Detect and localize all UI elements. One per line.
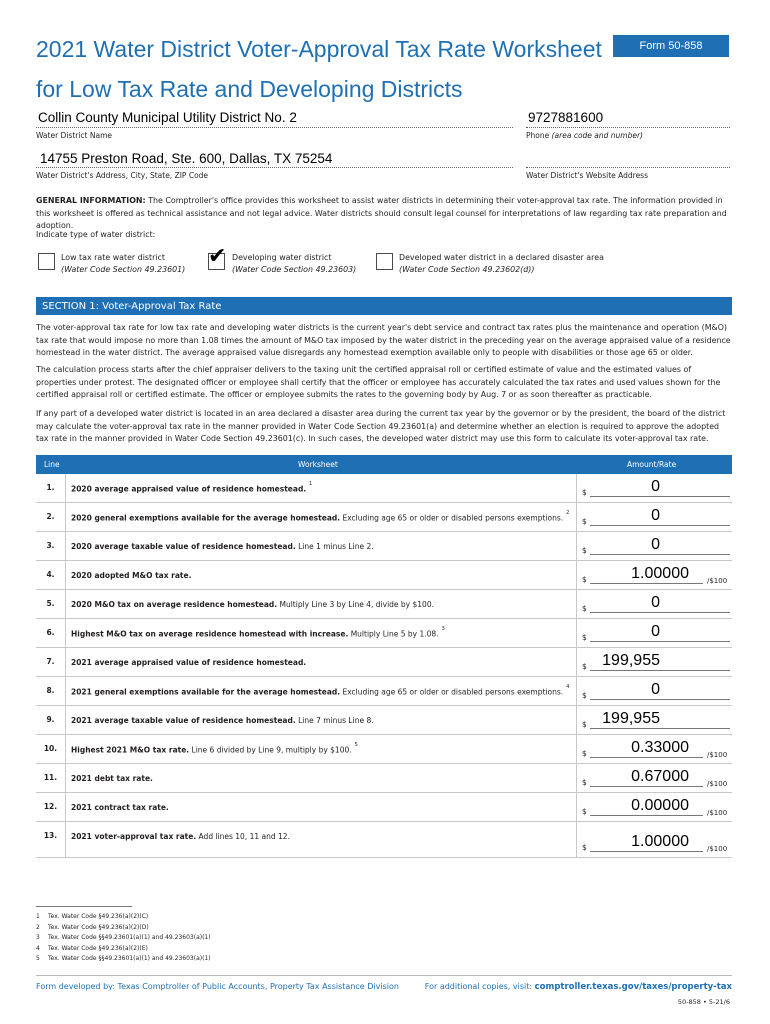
footnote-number: 1 bbox=[36, 913, 40, 920]
footnote-ref: 4 bbox=[566, 684, 570, 690]
line-description: 2021 debt tax rate. bbox=[71, 774, 153, 783]
table-header bbox=[36, 455, 732, 474]
checkmark-icon: ✔ bbox=[208, 244, 227, 269]
website-label: Water District's Website Address bbox=[526, 171, 648, 180]
line-description: Highest M&O tax on average residence homestead with increase. Multiply Line 5 by 1.08.$^3$ bbox=[71, 626, 445, 639]
developing-district-checkbox[interactable] bbox=[208, 244, 227, 270]
amount-value[interactable]: 1.00000 bbox=[631, 565, 689, 582]
dollar-sign: $ bbox=[582, 546, 587, 555]
amount-cell bbox=[576, 735, 732, 763]
line-number: 2. bbox=[36, 503, 66, 531]
dollar-sign: $ bbox=[582, 488, 587, 497]
table-row bbox=[36, 503, 732, 532]
amount-underline bbox=[590, 699, 730, 700]
table-row bbox=[36, 619, 732, 648]
footnotes bbox=[36, 912, 211, 965]
amount-underline bbox=[590, 612, 730, 613]
header-worksheet: Worksheet bbox=[298, 460, 338, 469]
amount-cell bbox=[576, 648, 732, 676]
footnote-item bbox=[36, 933, 211, 944]
rate-unit: /$100 bbox=[707, 577, 728, 585]
general-information: GENERAL INFORMATION: The Comptroller's office provides this worksheet to assist water districts in determining their voter-approval tax rate. The information provided in this worksheet is offered as technical assistance and not legal advice. Water districts should consult legal counsel for interpretations of law regarding tax rate preparation and adoption. bbox=[36, 196, 727, 231]
amount-value[interactable]: 199,955 bbox=[602, 652, 660, 669]
district-name-value[interactable]: Collin County Municipal Utility District No. 2 bbox=[38, 110, 297, 125]
rate-unit: /$100 bbox=[707, 780, 728, 788]
amount-underline bbox=[590, 583, 703, 584]
footer-divider bbox=[36, 975, 732, 976]
footnote-ref: 3 bbox=[441, 626, 445, 632]
line-number: 9. bbox=[36, 706, 66, 734]
dollar-sign: $ bbox=[582, 807, 587, 816]
footnote-number: 4 bbox=[36, 944, 40, 952]
line-description: 2020 average appraised value of residence homestead.$^1$ bbox=[71, 481, 313, 494]
amount-underline bbox=[590, 786, 703, 787]
amount-value[interactable]: 1.00000 bbox=[631, 833, 689, 850]
table-row bbox=[36, 822, 732, 858]
amount-value[interactable]: 0 bbox=[651, 478, 660, 495]
amount-underline bbox=[590, 815, 703, 816]
line-description: 2020 adopted M&O tax rate. bbox=[71, 571, 192, 580]
dollar-sign: $ bbox=[582, 778, 587, 787]
website-underline[interactable] bbox=[526, 167, 730, 168]
footnote-text: Tex. Water Code §49.236(a)(2)(E) bbox=[48, 944, 148, 952]
amount-cell bbox=[576, 822, 732, 857]
district-name-label: Water District Name bbox=[36, 131, 113, 140]
amount-value[interactable]: 0 bbox=[651, 594, 660, 611]
amount-cell bbox=[576, 677, 732, 705]
amount-value[interactable]: 0 bbox=[651, 536, 660, 553]
amount-underline bbox=[590, 728, 730, 729]
line-number: 1. bbox=[36, 474, 66, 502]
form-number-badge: Form 50-858 bbox=[613, 35, 729, 57]
line-description: 2020 general exemptions available for the average homestead. Excluding age 65 or older or disabled persons exemptions.$^2$ bbox=[71, 510, 570, 523]
form-title-line2: for Low Tax Rate and Developing Districts bbox=[36, 76, 463, 102]
line-description: 2021 contract tax rate. bbox=[71, 803, 169, 812]
line-description: Highest 2021 M&O tax rate. Line 6 divided by Line 9, multiply by $100.$^5$ bbox=[71, 742, 358, 755]
amount-cell bbox=[576, 706, 732, 734]
amount-value[interactable]: 199,955 bbox=[602, 710, 660, 727]
footnote-rule bbox=[36, 906, 132, 907]
dollar-sign: $ bbox=[582, 575, 587, 584]
amount-underline bbox=[590, 641, 730, 642]
amount-cell bbox=[576, 793, 732, 821]
amount-underline bbox=[590, 851, 703, 852]
footnote-item bbox=[36, 923, 211, 934]
form-code: 50-858 • 5-21/6 bbox=[677, 998, 730, 1006]
amount-value[interactable]: 0 bbox=[651, 623, 660, 640]
amount-cell bbox=[576, 474, 732, 502]
section-paragraph-1: The voter-approval tax rate for low tax rate and developing water districts is the current year's debt service and contract tax rates plus the maintenance and operation (M&O) tax rate that would impose no more than 1.08 times the amount of M&O tax imposed by the water district in the preceding year on the average appraised value of a residence homestead in the water district. The average appraised value disregards any homestead exemption available only to people with disabilities or those age 65 or older. bbox=[36, 323, 731, 358]
phone-label: Phone (area code and number) bbox=[526, 131, 643, 140]
footnote-text: Tex. Water Code §§49.23601(a)(1) and 49.23603(a)(1) bbox=[48, 955, 211, 962]
amount-value[interactable]: 0 bbox=[651, 507, 660, 524]
phone-underline bbox=[526, 127, 730, 128]
worksheet-table bbox=[36, 455, 732, 858]
amount-cell bbox=[576, 619, 732, 647]
amount-underline bbox=[590, 670, 730, 671]
address-label: Water District's Address, City, State, ZIP Code bbox=[36, 171, 209, 180]
dollar-sign: $ bbox=[582, 662, 587, 671]
line-number: 8. bbox=[36, 677, 66, 705]
amount-value[interactable]: 0.33000 bbox=[631, 739, 689, 756]
line-number: 11. bbox=[36, 764, 66, 792]
dollar-sign: $ bbox=[582, 720, 587, 729]
amount-value[interactable]: 0.67000 bbox=[631, 768, 689, 785]
amount-value[interactable]: 0.00000 bbox=[631, 797, 689, 814]
table-row bbox=[36, 590, 732, 619]
header-line: Line bbox=[44, 460, 60, 469]
line-number: 12. bbox=[36, 793, 66, 821]
section-paragraph-3: If any part of a developed water district is located in an area declared a disaster area during the current tax year by the governor or by the president, the board of the district may calculate the voter-approval tax rate in the manner provided in Water Code Section 49.23601(a) and determine whether an election is required to approve the adopted tax rate in the manner provided in Water Code Section 49.23601(c). In such cases, the developed water district may use this form to calculate its voter-approval tax rate. bbox=[36, 409, 726, 444]
line-description: 2021 average appraised value of residence homestead. bbox=[71, 658, 307, 667]
phone-value[interactable]: 9727881600 bbox=[528, 110, 604, 125]
comptroller-link[interactable]: comptroller.texas.gov/taxes/property-tax bbox=[534, 982, 732, 992]
developed-disaster-label: Developed water district in a declared disaster area (Water Code Section 49.23602(d)) bbox=[399, 253, 604, 274]
amount-underline bbox=[590, 554, 730, 555]
table-row bbox=[36, 648, 732, 677]
line-description: 2020 M&O tax on average residence homestead. Multiply Line 3 by Line 4, divide by $100. bbox=[71, 600, 434, 609]
amount-cell bbox=[576, 532, 732, 560]
address-value[interactable]: 14755 Preston Road, Ste. 600, Dallas, TX 75254 bbox=[40, 151, 333, 166]
low-tax-rate-label: Low tax rate water district (Water Code Section 49.23601) bbox=[61, 253, 186, 274]
footnote-text: Tex. Water Code §49.236(a)(2)(D) bbox=[48, 923, 149, 931]
amount-underline bbox=[590, 525, 730, 526]
table-row bbox=[36, 561, 732, 590]
footnote-number: 2 bbox=[36, 923, 40, 931]
amount-cell bbox=[576, 590, 732, 618]
footer-credit: Form developed by: Texas Comptroller of Public Accounts, Property Tax Assistance Division bbox=[36, 982, 399, 991]
footnote-item bbox=[36, 912, 211, 923]
footnote-ref: 1 bbox=[309, 481, 313, 487]
amount-cell bbox=[576, 561, 732, 589]
table-row bbox=[36, 677, 732, 706]
low-tax-rate-checkbox[interactable] bbox=[38, 253, 55, 270]
dollar-sign: $ bbox=[582, 633, 587, 642]
footnote-ref: 5 bbox=[354, 742, 358, 748]
indicate-type-label: Indicate type of water district: bbox=[36, 230, 156, 239]
amount-cell bbox=[576, 764, 732, 792]
line-number: 10. bbox=[36, 735, 66, 763]
amount-underline bbox=[590, 496, 730, 497]
footnote-item bbox=[36, 954, 211, 965]
footnote-number: 3 bbox=[36, 934, 40, 941]
line-number: 3. bbox=[36, 532, 66, 560]
footnote-ref: 2 bbox=[566, 510, 570, 516]
line-number: 6. bbox=[36, 619, 66, 647]
dollar-sign: $ bbox=[582, 517, 587, 526]
footnote-item bbox=[36, 944, 211, 955]
footnote-text: Tex. Water Code §§49.23601(a)(1) and 49.23603(a)(1) bbox=[48, 934, 211, 941]
developed-disaster-checkbox[interactable] bbox=[376, 253, 393, 270]
footer-copies: For additional copies, visit: comptroller.texas.gov/taxes/property-tax bbox=[424, 982, 732, 992]
line-number: 5. bbox=[36, 590, 66, 618]
table-row bbox=[36, 532, 732, 561]
line-number: 7. bbox=[36, 648, 66, 676]
table-row bbox=[36, 793, 732, 822]
section-1-header: SECTION 1: Voter-Approval Tax Rate bbox=[36, 297, 732, 315]
form-title-line1: 2021 Water District Voter-Approval Tax Rate Worksheet bbox=[36, 36, 602, 62]
line-number: 4. bbox=[36, 561, 66, 589]
developing-district-label: Developing water district (Water Code Section 49.23603) bbox=[232, 253, 357, 274]
header-amount: Amount/Rate bbox=[627, 460, 677, 469]
table-row bbox=[36, 764, 732, 793]
amount-cell bbox=[576, 503, 732, 531]
table-row bbox=[36, 474, 732, 503]
rate-unit: /$100 bbox=[707, 809, 728, 817]
address-underline bbox=[36, 167, 513, 168]
district-name-underline bbox=[36, 127, 513, 128]
table-row bbox=[36, 735, 732, 764]
amount-value[interactable]: 0 bbox=[651, 681, 660, 698]
dollar-sign: $ bbox=[582, 604, 587, 613]
section-paragraph-2: The calculation process starts after the chief appraiser delivers to the taxing unit the certified appraisal roll or certified estimate of value and the estimated values of properties under protest. The designated officer or employee shall certify that the officer or employee has accurately calculated the tax rates and used values shown for the certified appraisal roll or certified estimate. The officer or employee submits the rates to the governing body by Aug. 7 or as soon thereafter as practicable. bbox=[36, 365, 721, 400]
rate-unit: /$100 bbox=[707, 845, 728, 853]
dollar-sign: $ bbox=[582, 843, 587, 852]
line-description: 2021 voter-approval tax rate. Add lines 10, 11 and 12. bbox=[71, 832, 290, 841]
line-description: 2021 general exemptions available for the average homestead. Excluding age 65 or older or disabled persons exemptions.$^4$ bbox=[71, 684, 570, 697]
rate-unit: /$100 bbox=[707, 751, 728, 759]
footnote-number: 5 bbox=[36, 955, 40, 962]
amount-underline bbox=[590, 757, 703, 758]
line-description: 2020 average taxable value of residence homestead. Line 1 minus Line 2. bbox=[71, 542, 374, 551]
dollar-sign: $ bbox=[582, 691, 587, 700]
table-row bbox=[36, 706, 732, 735]
dollar-sign: $ bbox=[582, 749, 587, 758]
footnote-text: Tex. Water Code §49.236(a)(2)(C) bbox=[48, 913, 149, 920]
table-body bbox=[36, 474, 732, 858]
line-number: 13. bbox=[36, 822, 66, 857]
line-description: 2021 average taxable value of residence homestead. Line 7 minus Line 8. bbox=[71, 716, 374, 725]
